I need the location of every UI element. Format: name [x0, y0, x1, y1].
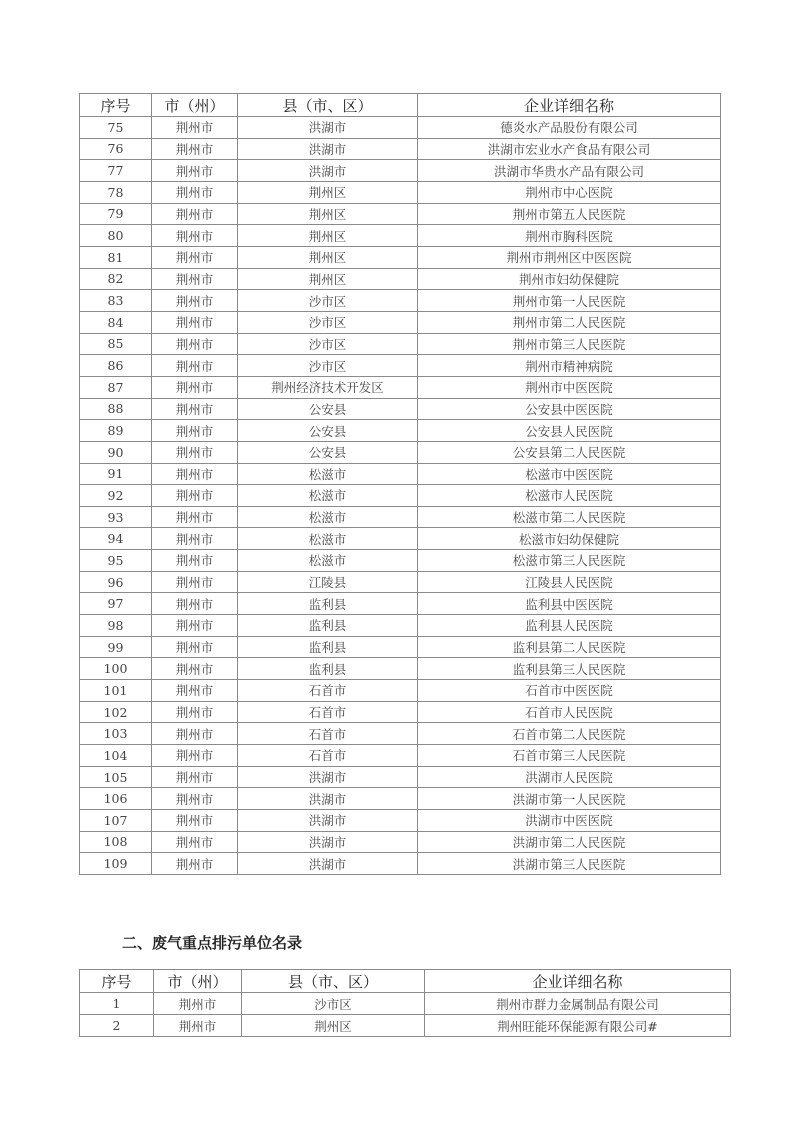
cell-county: 洪湖市 [238, 810, 418, 832]
table-row [80, 376, 721, 398]
table-row [80, 615, 721, 637]
cell-company: 荆州市第五人民医院 [418, 203, 721, 225]
table-row [80, 550, 721, 572]
table-row [80, 528, 721, 550]
cell-serial: 107 [80, 810, 152, 832]
cell-county: 松滋市 [238, 528, 418, 550]
table-row [80, 311, 721, 333]
cell-county: 监利县 [238, 658, 418, 680]
cell-serial: 80 [80, 225, 152, 247]
cell-county: 石首市 [238, 723, 418, 745]
cell-serial: 84 [80, 311, 152, 333]
cell-serial: 76 [80, 138, 152, 160]
cell-company: 荆州市精神病院 [418, 355, 721, 377]
cell-company: 公安县中医医院 [418, 398, 721, 420]
cell-company: 石首市中医医院 [418, 680, 721, 702]
table-row [80, 745, 721, 767]
table-row [80, 246, 721, 268]
table-row [80, 463, 721, 485]
cell-serial: 100 [80, 658, 152, 680]
cell-company: 石首市人民医院 [418, 701, 721, 723]
cell-serial: 92 [80, 485, 152, 507]
cell-city: 荆州市 [154, 993, 242, 1015]
cell-serial: 109 [80, 853, 152, 875]
cell-company: 德炎水产品股份有限公司 [418, 117, 721, 139]
cell-county: 沙市区 [238, 290, 418, 312]
table-row [80, 571, 721, 593]
cell-county: 公安县 [238, 441, 418, 463]
cell-serial: 81 [80, 246, 152, 268]
cell-county: 石首市 [238, 745, 418, 767]
cell-county: 洪湖市 [238, 766, 418, 788]
cell-serial: 96 [80, 571, 152, 593]
cell-company: 荆州市第三人民医院 [418, 333, 721, 355]
cell-county: 公安县 [238, 398, 418, 420]
table-row [80, 853, 721, 875]
header-city: 市（州） [154, 970, 242, 993]
cell-county: 洪湖市 [238, 831, 418, 853]
table-row [80, 355, 721, 377]
table-exhaust-gas-units [79, 969, 731, 1037]
cell-city: 荆州市 [152, 680, 238, 702]
table-row [80, 810, 721, 832]
table-header-row [80, 94, 721, 117]
table-row [80, 138, 721, 160]
cell-city: 荆州市 [152, 723, 238, 745]
cell-city: 荆州市 [152, 658, 238, 680]
cell-serial: 95 [80, 550, 152, 572]
cell-company: 公安县人民医院 [418, 420, 721, 442]
cell-serial: 97 [80, 593, 152, 615]
cell-city: 荆州市 [152, 355, 238, 377]
cell-company: 荆州市第二人民医院 [418, 311, 721, 333]
cell-county: 荆州经济技术开发区 [238, 376, 418, 398]
cell-city: 荆州市 [152, 506, 238, 528]
section-heading-exhaust-gas: 二、废气重点排污单位名录 [122, 934, 303, 952]
table-row [80, 290, 721, 312]
cell-city: 荆州市 [152, 160, 238, 182]
cell-city: 荆州市 [152, 788, 238, 810]
cell-serial: 90 [80, 441, 152, 463]
cell-company: 洪湖市第一人民医院 [418, 788, 721, 810]
header-county: 县（市、区） [238, 94, 418, 117]
cell-county: 沙市区 [238, 355, 418, 377]
cell-city: 荆州市 [152, 225, 238, 247]
cell-county: 荆州区 [242, 1015, 425, 1037]
header-company: 企业详细名称 [418, 94, 721, 117]
table-row [80, 203, 721, 225]
cell-company: 监利县第三人民医院 [418, 658, 721, 680]
table-row [80, 441, 721, 463]
cell-county: 洪湖市 [238, 117, 418, 139]
cell-serial: 83 [80, 290, 152, 312]
cell-county: 荆州区 [238, 268, 418, 290]
cell-company: 松滋市第三人民医院 [418, 550, 721, 572]
cell-city: 荆州市 [152, 485, 238, 507]
cell-city: 荆州市 [152, 615, 238, 637]
cell-county: 监利县 [238, 636, 418, 658]
cell-county: 荆州区 [238, 203, 418, 225]
cell-serial: 101 [80, 680, 152, 702]
cell-company: 公安县第二人民医院 [418, 441, 721, 463]
cell-serial: 99 [80, 636, 152, 658]
cell-city: 荆州市 [152, 311, 238, 333]
cell-company: 洪湖市第三人民医院 [418, 853, 721, 875]
table-row [80, 333, 721, 355]
cell-county: 松滋市 [238, 550, 418, 572]
cell-serial: 77 [80, 160, 152, 182]
cell-company: 监利县中医医院 [418, 593, 721, 615]
cell-company: 洪湖市第二人民医院 [418, 831, 721, 853]
cell-company: 荆州市群力金属制品有限公司 [425, 993, 731, 1015]
table-row [80, 658, 721, 680]
cell-serial: 2 [80, 1015, 154, 1037]
table-row [80, 117, 721, 139]
cell-city: 荆州市 [152, 203, 238, 225]
cell-serial: 104 [80, 745, 152, 767]
cell-city: 荆州市 [152, 463, 238, 485]
cell-company: 松滋市妇幼保健院 [418, 528, 721, 550]
cell-city: 荆州市 [152, 745, 238, 767]
cell-county: 公安县 [238, 420, 418, 442]
cell-company: 荆州旺能环保能源有限公司# [425, 1015, 731, 1037]
cell-company: 洪湖市中医医院 [418, 810, 721, 832]
cell-serial: 88 [80, 398, 152, 420]
table-row [80, 723, 721, 745]
header-company: 企业详细名称 [425, 970, 731, 993]
table-row [80, 398, 721, 420]
cell-serial: 93 [80, 506, 152, 528]
cell-county: 荆州区 [238, 225, 418, 247]
cell-city: 荆州市 [152, 181, 238, 203]
cell-serial: 108 [80, 831, 152, 853]
cell-county: 松滋市 [238, 485, 418, 507]
cell-county: 洪湖市 [238, 160, 418, 182]
cell-county: 石首市 [238, 701, 418, 723]
cell-serial: 106 [80, 788, 152, 810]
cell-city: 荆州市 [152, 117, 238, 139]
cell-serial: 75 [80, 117, 152, 139]
cell-serial: 86 [80, 355, 152, 377]
cell-company: 洪湖市华贵水产品有限公司 [418, 160, 721, 182]
cell-company: 松滋市中医医院 [418, 463, 721, 485]
cell-serial: 82 [80, 268, 152, 290]
cell-serial: 98 [80, 615, 152, 637]
cell-city: 荆州市 [152, 593, 238, 615]
table-row [80, 181, 721, 203]
table-row [80, 766, 721, 788]
cell-company: 石首市第二人民医院 [418, 723, 721, 745]
cell-city: 荆州市 [152, 571, 238, 593]
cell-city: 荆州市 [152, 138, 238, 160]
cell-company: 荆州市中医医院 [418, 376, 721, 398]
cell-county: 监利县 [238, 615, 418, 637]
cell-county: 沙市区 [242, 993, 425, 1015]
cell-city: 荆州市 [154, 1015, 242, 1037]
cell-company: 石首市第三人民医院 [418, 745, 721, 767]
cell-company: 荆州市荆州区中医医院 [418, 246, 721, 268]
cell-county: 洪湖市 [238, 788, 418, 810]
table-sewage-units [79, 93, 721, 875]
cell-city: 荆州市 [152, 831, 238, 853]
cell-company: 洪湖市人民医院 [418, 766, 721, 788]
cell-city: 荆州市 [152, 853, 238, 875]
table-row [80, 420, 721, 442]
table-row [80, 485, 721, 507]
cell-city: 荆州市 [152, 636, 238, 658]
table-row [80, 225, 721, 247]
table-row [80, 506, 721, 528]
cell-serial: 89 [80, 420, 152, 442]
cell-county: 松滋市 [238, 463, 418, 485]
cell-company: 洪湖市宏业水产食品有限公司 [418, 138, 721, 160]
table-row [80, 701, 721, 723]
cell-city: 荆州市 [152, 290, 238, 312]
cell-city: 荆州市 [152, 701, 238, 723]
table-row [80, 1015, 731, 1037]
cell-county: 洪湖市 [238, 138, 418, 160]
table-row [80, 831, 721, 853]
cell-city: 荆州市 [152, 246, 238, 268]
cell-city: 荆州市 [152, 420, 238, 442]
cell-serial: 79 [80, 203, 152, 225]
cell-company: 监利县人民医院 [418, 615, 721, 637]
cell-city: 荆州市 [152, 550, 238, 572]
cell-company: 监利县第二人民医院 [418, 636, 721, 658]
cell-county: 荆州区 [238, 246, 418, 268]
cell-company: 荆州市胸科医院 [418, 225, 721, 247]
cell-company: 荆州市第一人民医院 [418, 290, 721, 312]
cell-county: 沙市区 [238, 311, 418, 333]
cell-city: 荆州市 [152, 810, 238, 832]
table-row [80, 593, 721, 615]
cell-county: 松滋市 [238, 506, 418, 528]
cell-city: 荆州市 [152, 766, 238, 788]
header-serial: 序号 [80, 970, 154, 993]
cell-county: 石首市 [238, 680, 418, 702]
cell-serial: 91 [80, 463, 152, 485]
cell-city: 荆州市 [152, 268, 238, 290]
table-row [80, 788, 721, 810]
cell-county: 监利县 [238, 593, 418, 615]
cell-serial: 103 [80, 723, 152, 745]
table-row [80, 680, 721, 702]
cell-city: 荆州市 [152, 441, 238, 463]
cell-city: 荆州市 [152, 398, 238, 420]
cell-serial: 102 [80, 701, 152, 723]
table-row [80, 993, 731, 1015]
header-county: 县（市、区） [242, 970, 425, 993]
cell-county: 江陵县 [238, 571, 418, 593]
cell-county: 洪湖市 [238, 853, 418, 875]
cell-company: 荆州市妇幼保健院 [418, 268, 721, 290]
table-row [80, 636, 721, 658]
cell-serial: 85 [80, 333, 152, 355]
cell-company: 松滋市人民医院 [418, 485, 721, 507]
cell-city: 荆州市 [152, 333, 238, 355]
table-row [80, 268, 721, 290]
cell-serial: 105 [80, 766, 152, 788]
cell-city: 荆州市 [152, 376, 238, 398]
header-city: 市（州） [152, 94, 238, 117]
table-header-row [80, 970, 731, 993]
table-row [80, 160, 721, 182]
cell-serial: 94 [80, 528, 152, 550]
cell-serial: 78 [80, 181, 152, 203]
cell-company: 江陵县人民医院 [418, 571, 721, 593]
cell-serial: 1 [80, 993, 154, 1015]
header-serial: 序号 [80, 94, 152, 117]
cell-county: 荆州区 [238, 181, 418, 203]
cell-company: 松滋市第二人民医院 [418, 506, 721, 528]
cell-serial: 87 [80, 376, 152, 398]
cell-city: 荆州市 [152, 528, 238, 550]
cell-county: 沙市区 [238, 333, 418, 355]
cell-company: 荆州市中心医院 [418, 181, 721, 203]
